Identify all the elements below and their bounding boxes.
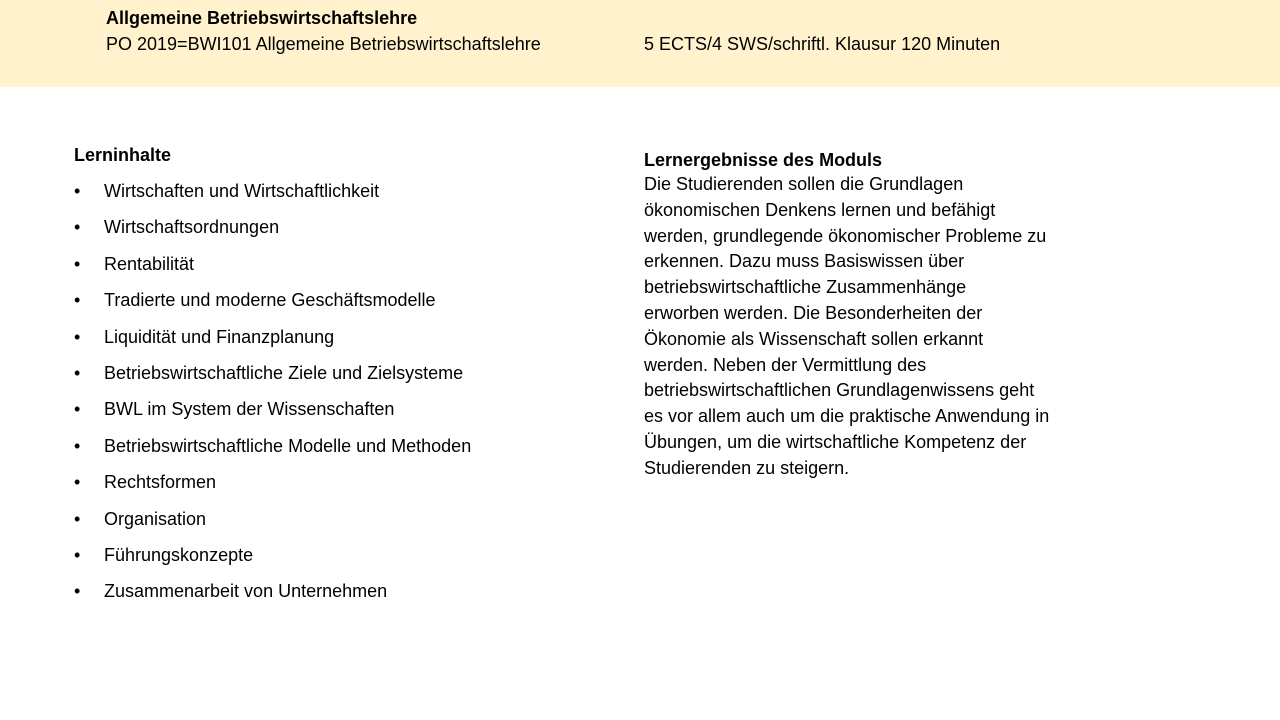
outcomes-line: erworben werden. Die Besonderheiten der <box>644 302 983 323</box>
list-item <box>74 398 594 434</box>
list-item-text: Betriebswirtschaftliche Modelle und Methoden <box>104 435 472 456</box>
list-item-text: Liquidität und Finanzplanung <box>104 326 335 347</box>
list-item <box>74 326 594 362</box>
outcomes-line: Übungen, um die wirtschaftliche Kompetenz der <box>644 431 1027 452</box>
bullet-icon: • <box>74 399 81 420</box>
list-item-text: Wirtschaften und Wirtschaftlichkeit <box>104 181 380 201</box>
bullet-icon: • <box>74 508 81 529</box>
list-item <box>74 580 594 616</box>
list-item <box>74 435 594 471</box>
bullet-icon: • <box>74 217 81 238</box>
header-band <box>0 0 1280 87</box>
list-item <box>74 289 594 325</box>
list-item-text: Betriebswirtschaftliche Ziele und Zielsysteme <box>104 362 464 383</box>
credits-info: 5 ECTS/4 SWS/schriftl. Klausur 120 Minuten <box>644 34 1001 54</box>
bullet-icon: • <box>74 544 81 565</box>
list-item <box>74 544 594 580</box>
list-item-text: Rentabilität <box>104 253 195 274</box>
outcomes-line: Ökonomie als Wissenschaft sollen erkannt <box>644 328 984 349</box>
list-item <box>74 471 594 507</box>
module-title: Allgemeine Betriebswirtschaftslehre <box>106 8 418 28</box>
list-item <box>74 216 594 252</box>
outcomes-line: Die Studierenden sollen die Grundlagen <box>644 174 964 194</box>
bullet-icon: • <box>74 362 81 383</box>
outcomes-line: erkennen. Dazu muss Basiswissen über <box>644 251 965 272</box>
list-item-text: Rechtsformen <box>104 472 217 493</box>
list-item-text: Führungskonzepte <box>104 544 254 565</box>
bullet-icon: • <box>74 326 81 347</box>
outcomes-line: betriebswirtschaftlichen Grundlagenwissens geht <box>644 380 1035 401</box>
list-item-text: BWL im System der Wissenschaften <box>104 399 395 420</box>
outcomes-line: betriebswirtschaftliche Zusammenhänge <box>644 277 967 298</box>
bullet-icon: • <box>74 253 81 274</box>
list-item <box>74 362 594 398</box>
outcomes-line: Studierenden zu steigern. <box>644 457 850 478</box>
bullet-icon: • <box>74 435 81 456</box>
outcomes-line: werden, grundlegende ökonomischer Probleme zu <box>644 225 1047 246</box>
outcomes-paragraph <box>644 172 1092 482</box>
outcomes-line: werden. Neben der Vermittlung des <box>644 354 927 375</box>
course-code: PO 2019=BWI101 Allgemeine Betriebswirtschaftslehre <box>106 34 541 54</box>
bullet-icon: • <box>74 472 81 493</box>
outcomes-heading: Lernergebnisse des Moduls <box>644 150 883 170</box>
contents-list <box>74 180 594 617</box>
contents-section <box>74 144 594 617</box>
bullet-icon: • <box>74 181 81 201</box>
list-item <box>74 253 594 289</box>
list-item-text: Wirtschaftsordnungen <box>104 217 280 238</box>
bullet-icon: • <box>74 290 81 311</box>
outcomes-line: es vor allem auch um die praktische Anwendung in <box>644 406 1050 427</box>
outcomes-section <box>644 149 1094 482</box>
list-item <box>74 508 594 544</box>
contents-heading: Lerninhalte <box>74 145 172 165</box>
list-item-text: Zusammenarbeit von Unternehmen <box>104 581 388 602</box>
list-item <box>74 180 594 216</box>
bullet-icon: • <box>74 581 81 602</box>
list-item-text: Organisation <box>104 508 207 529</box>
outcomes-line: ökonomischen Denkens lernen und befähigt <box>644 199 996 220</box>
list-item-text: Tradierte und moderne Geschäftsmodelle <box>104 290 436 311</box>
